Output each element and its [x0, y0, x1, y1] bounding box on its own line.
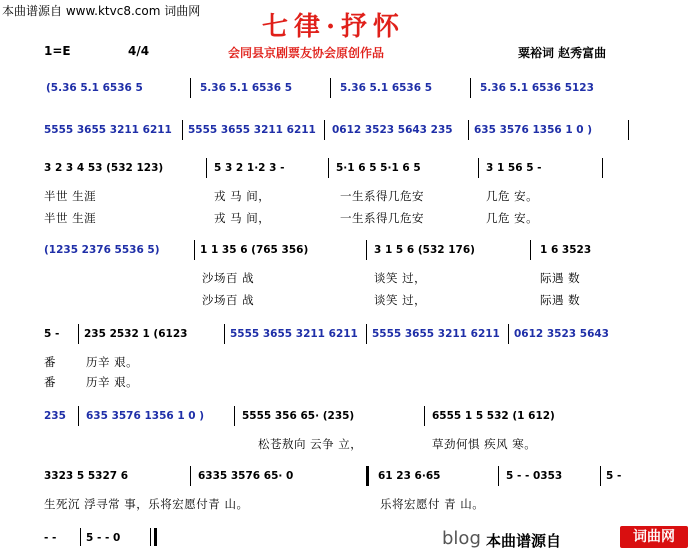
barline [78, 324, 79, 344]
score-bar: 5555 3655 3211 6211 [188, 124, 316, 136]
score-bar: 3323 5 5327 6 [44, 470, 129, 482]
lyric: 谈笑 过， [374, 293, 427, 307]
barline [628, 120, 629, 140]
score-bar: 61 23 6·65 [378, 470, 441, 482]
barline [600, 466, 601, 486]
lyric: 番 [44, 355, 56, 369]
lyric: 半世 生涯 [44, 189, 97, 203]
lyric: 际遇 数 [540, 293, 581, 307]
lyric: 沙场百 战 [202, 271, 255, 285]
lyric: 历辛 艰。 [86, 355, 139, 369]
barline [508, 324, 509, 344]
credits: 粟裕词 赵秀富曲 [518, 46, 607, 60]
barline [366, 240, 367, 260]
lyric: 草劲何惧 疾风 寒。 [432, 437, 537, 451]
barline [78, 406, 79, 426]
lyric: 番 [44, 375, 56, 389]
key-signature: 1=E [44, 44, 71, 58]
final-barline [154, 528, 157, 546]
barline [190, 78, 191, 98]
score-bar: 0612 3523 5643 [514, 328, 609, 340]
lyric: 乐将宏愿付 青 山。 [380, 497, 485, 511]
barline [324, 120, 325, 140]
score-bar: 6335 3576 65· 0 [198, 470, 294, 482]
barline [150, 528, 151, 546]
lyric: 半世 生涯 [44, 211, 97, 225]
subtitle: 会同县京剧票友协会原创作品 [228, 46, 385, 60]
barline [80, 528, 81, 546]
barline [224, 324, 225, 344]
score-bar: (5.36 5.1 6536 5 [46, 82, 143, 94]
watermark-logo: 词曲网 [620, 526, 688, 548]
score-bar: 1 6 3523 [540, 244, 592, 256]
score-bar: 5 3 2 1·2 3 - [214, 162, 285, 174]
barline [468, 120, 469, 140]
score-bar: 5 - - 0353 [506, 470, 563, 482]
lyric: 戎 马 间， [214, 189, 271, 203]
lyric: 际遇 数 [540, 271, 581, 285]
watermark-name: 本曲谱源自 [486, 532, 562, 550]
score-bar: 235 2532 1 (6123 [84, 328, 188, 340]
barline [194, 240, 195, 260]
barline [602, 158, 603, 178]
score-bar: 5.36 5.1 6536 5 [200, 82, 293, 94]
score-bar: (1235 2376 5536 5) [44, 244, 160, 256]
watermark-blog: blog [442, 528, 481, 549]
lyric: 历辛 艰。 [86, 375, 139, 389]
barline [498, 466, 499, 486]
barline [328, 158, 329, 178]
score-bar: 3 1 56 5 - [486, 162, 542, 174]
lyric: 一生系得几危安 [340, 211, 424, 225]
score-bar: 5.36 5.1 6536 5 [340, 82, 433, 94]
score-bar: 3 1 5 6 (532 176) [374, 244, 475, 256]
lyric: 几危 安。 [486, 211, 539, 225]
score-bar: 5 - - 0 [86, 532, 121, 544]
lyric: 松苍敖向 云争 立， [258, 437, 363, 451]
lyric: 几危 安。 [486, 189, 539, 203]
time-signature: 4/4 [128, 44, 150, 58]
lyric: 生死沉 浮寻常 事，乐将宏愿付青 山。 [44, 497, 249, 511]
score-bar: 235 [44, 410, 66, 422]
repeat-barline [366, 466, 369, 486]
barline [206, 158, 207, 178]
barline [424, 406, 425, 426]
barline [190, 466, 191, 486]
score-bar: 5555 356 65· (235) [242, 410, 355, 422]
score-bar: 5 - [44, 328, 60, 340]
score-bar: 5555 3655 3211 6211 [44, 124, 172, 136]
score-bar: - - [44, 532, 57, 544]
lyric: 戎 马 间， [214, 211, 271, 225]
song-title: 七律·抒怀 [262, 12, 406, 42]
barline [234, 406, 235, 426]
score-bar: 6555 1 5 532 (1 612) [432, 410, 555, 422]
score-bar: 5.36 5.1 6536 5123 [480, 82, 594, 94]
site-caption: 本曲谱源自 www.ktvc8.com 词曲网 [2, 4, 201, 18]
score-bar: 0612 3523 5643 235 [332, 124, 453, 136]
score-bar: 5555 3655 3211 6211 [230, 328, 358, 340]
barline [478, 158, 479, 178]
score-bar: 3 2 3 4 53 (532 123) [44, 162, 164, 174]
lyric: 谈笑 过， [374, 271, 427, 285]
barline [182, 120, 183, 140]
barline [530, 240, 531, 260]
score-bar: 5555 3655 3211 6211 [372, 328, 500, 340]
score-bar: 5·1 6 5 5·1 6 5 [336, 162, 421, 174]
score-bar: 635 3576 1356 1 0 ) [474, 124, 593, 136]
barline [366, 324, 367, 344]
lyric: 沙场百 战 [202, 293, 255, 307]
barline [470, 78, 471, 98]
lyric: 一生系得几危安 [340, 189, 424, 203]
score-bar: 1 1 35 6 (765 356) [200, 244, 309, 256]
score-bar: 635 3576 1356 1 0 ) [86, 410, 205, 422]
barline [330, 78, 331, 98]
score-bar: 5 - [606, 470, 622, 482]
